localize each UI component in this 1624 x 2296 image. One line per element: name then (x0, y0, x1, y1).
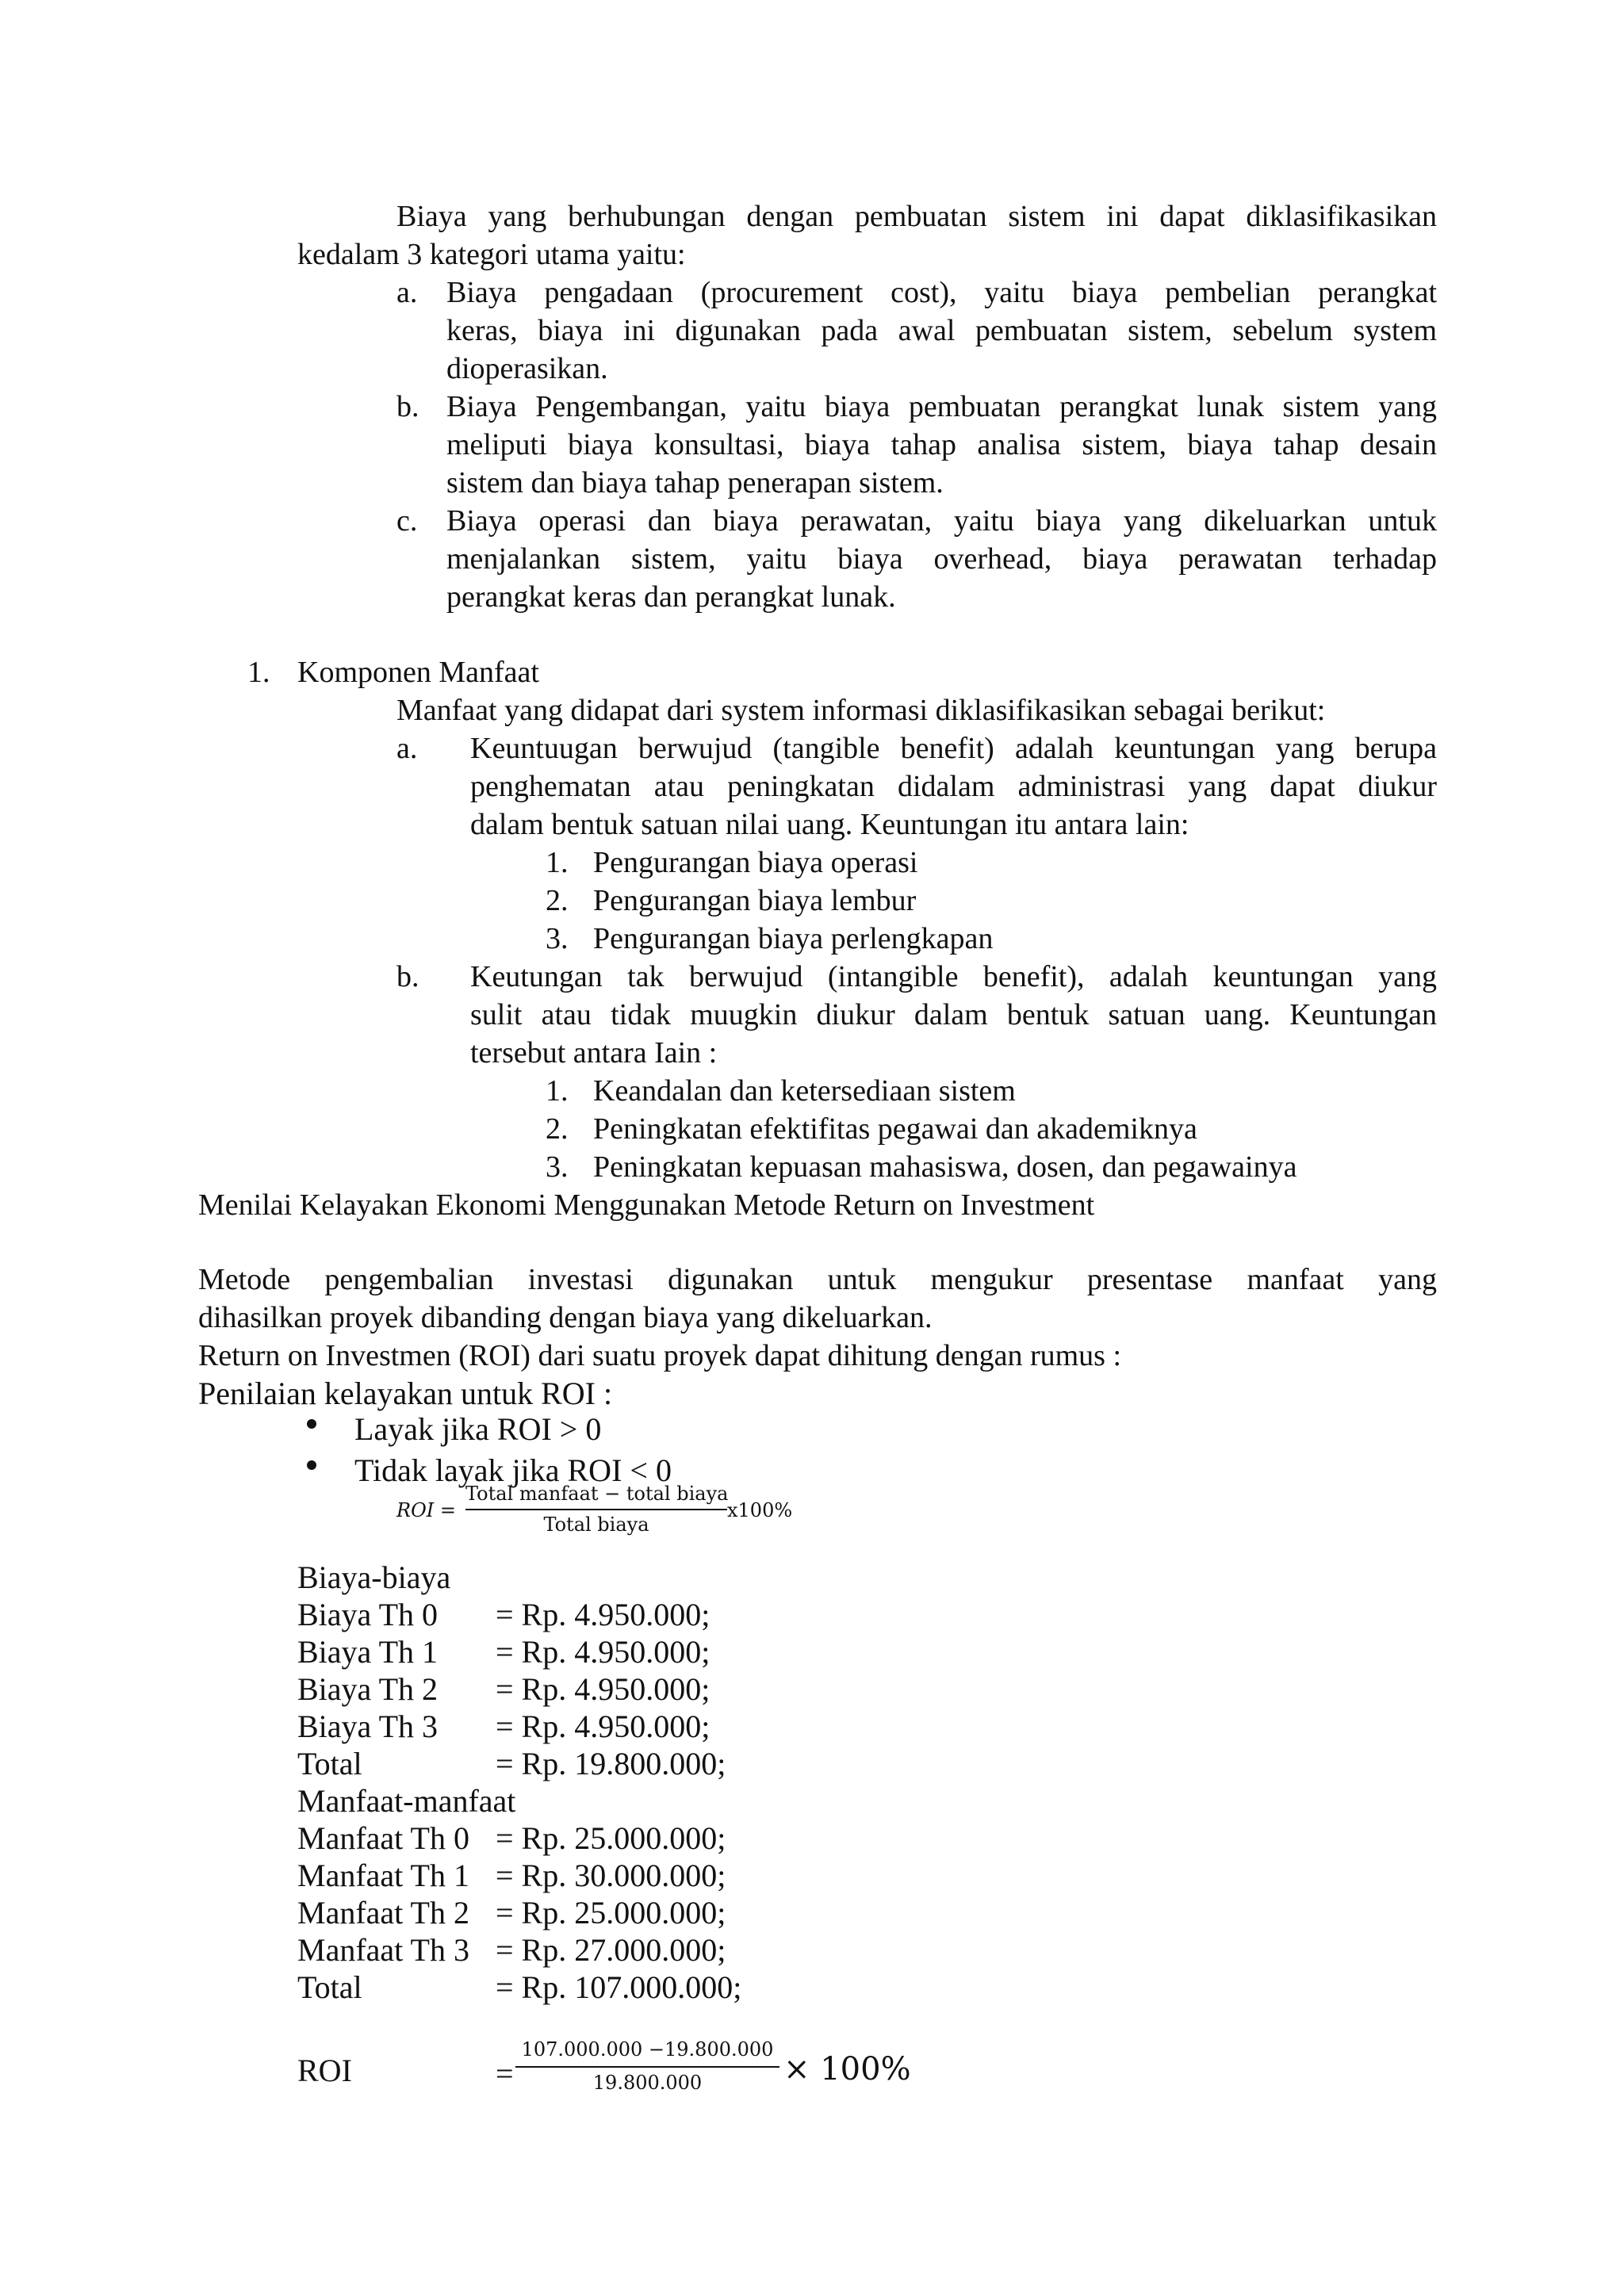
costs-row-value: = Rp. 4.950.000; (496, 1597, 710, 1632)
benefits-total-value: = Rp. 107.000.000; (496, 1969, 742, 2005)
benefits-row-value: = Rp. 25.000.000; (496, 1895, 726, 1931)
benefit-a-line-3: dalam bentuk satuan nilai uang. Keuntungan itu antara lain: (470, 808, 1189, 841)
benefit-a-sub-1-number: 1. (546, 846, 569, 879)
costs-row-value: = Rp. 4.950.000; (496, 1709, 710, 1744)
benefit-b-sub-3-number: 3. (546, 1150, 569, 1184)
costs-row-label: Biaya Th 1 (297, 1634, 439, 1670)
benefits-row-label: Manfaat Th 1 (297, 1858, 469, 1893)
benefit-a-line-2: penghematan atau peningkatan didalam administrasi yang dapat diukur (470, 770, 1437, 803)
cost-item-b-line-2: meliputi biaya konsultasi, biaya tahap analisa sistem, biaya tahap desain (446, 428, 1437, 461)
benefits-row-label: Manfaat Th 3 (297, 1932, 469, 1968)
benefit-a-sub-2-text: Pengurangan biaya lembur (593, 884, 917, 917)
bullet-icon (307, 1419, 316, 1429)
costs-row-value: = Rp. 4.950.000; (496, 1671, 710, 1707)
benefit-b-line-2: sulit atau tidak muugkin diukur dalam bentuk satuan uang. Keuntungan (470, 998, 1437, 1031)
roi-calc-label: ROI (297, 2053, 352, 2088)
roi-calc-equals: = (496, 2056, 514, 2091)
bullet-icon (307, 1460, 316, 1470)
roi-formula-intro: Return on Investmen (ROI) dari suatu proyek dapat dihitung dengan rumus : (198, 1339, 1122, 1372)
roi-calc-numerator: 107.000.000 −19.800.000 (521, 2038, 774, 2061)
benefits-row-value: = Rp. 25.000.000; (496, 1820, 726, 1856)
costs-row-label: Biaya Th 3 (297, 1709, 439, 1744)
roi-formula-fraction-bar (465, 1509, 727, 1510)
cost-item-c-line-1: Biaya operasi dan biaya perawatan, yaitu biaya yang dikeluarkan untuk (446, 504, 1437, 538)
cost-item-b-line-3: sistem dan biaya tahap penerapan sistem. (446, 466, 944, 499)
benefit-b-sub-1-number: 1. (546, 1074, 569, 1108)
costs-title: Biaya-biaya (297, 1559, 451, 1595)
roi-formula-suffix: x100% (727, 1499, 793, 1521)
benefit-a-sub-3-text: Pengurangan biaya perlengkapan (593, 922, 994, 955)
costs-row-label: Biaya Th 2 (297, 1671, 439, 1707)
benefit-section-intro: Manfaat yang didapat dari system informasi diklasifikasikan sebagai berikut: (396, 694, 1326, 727)
cost-item-c-marker: c. (396, 504, 418, 538)
cost-item-a-line-2: keras, biaya ini digunakan pada awal pembuatan sistem, sebelum system (446, 314, 1437, 347)
benefit-b-sub-3-text: Peningkatan kepuasan mahasiswa, dosen, dan pegawainya (593, 1150, 1297, 1184)
costs-total-label: Total (297, 1746, 362, 1781)
intro-line-2: kedalam 3 kategori utama yaitu: (297, 238, 686, 271)
benefits-row-label: Manfaat Th 2 (297, 1895, 469, 1931)
benefit-b-marker: b. (396, 960, 419, 993)
intro-line-1: Biaya yang berhubungan dengan pembuatan sistem ini dapat diklasifikasikan (396, 200, 1437, 233)
roi-paragraph-line-2: dihasilkan proyek dibanding dengan biaya yang dikeluarkan. (198, 1301, 933, 1334)
roi-calc-suffix: × 100% (783, 2051, 911, 2087)
cost-item-c-line-3: perangkat keras dan perangkat lunak. (446, 580, 896, 614)
benefit-b-sub-2-number: 2. (546, 1112, 569, 1146)
roi-formula-denominator: Total biaya (543, 1513, 649, 1536)
cost-item-c-line-2: menjalankan sistem, yaitu biaya overhead, biaya perawatan terhadap (446, 542, 1437, 576)
benefit-a-sub-1-text: Pengurangan biaya operasi (593, 846, 918, 879)
cost-item-a-line-1: Biaya pengadaan (procurement cost), yaitu biaya pembelian perangkat (446, 276, 1437, 309)
benefit-b-line-3: tersebut antara Iain : (470, 1036, 718, 1070)
roi-calc-denominator: 19.800.000 (592, 2072, 703, 2094)
benefit-a-marker: a. (396, 732, 418, 765)
costs-row-value: = Rp. 4.950.000; (496, 1634, 710, 1670)
benefit-a-sub-3-number: 3. (546, 922, 569, 955)
roi-paragraph-line-1: Metode pengembalian investasi digunakan untuk mengukur presentase manfaat yang (198, 1263, 1437, 1296)
benefit-section-number: 1. (247, 656, 270, 689)
benefits-row-label: Manfaat Th 0 (297, 1820, 469, 1856)
benefit-b-line-1: Keutungan tak berwujud (intangible benefit), adalah keuntungan yang (470, 960, 1437, 993)
cost-item-a-marker: a. (396, 276, 418, 309)
roi-formula-numerator: Total manfaat − total biaya (465, 1483, 729, 1505)
benefit-b-sub-2-text: Peningkatan efektifitas pegawai dan akademiknya (593, 1112, 1197, 1146)
benefit-b-sub-1-text: Keandalan dan ketersediaan sistem (593, 1074, 1016, 1108)
benefit-a-sub-2-number: 2. (546, 884, 569, 917)
roi-calc-fraction-bar (515, 2066, 779, 2068)
cost-item-b-line-1: Biaya Pengembangan, yaitu biaya pembuatan perangkat lunak sistem yang (446, 390, 1437, 423)
cost-item-b-marker: b. (396, 390, 419, 423)
roi-criteria-tidak-layak: Tidak layak jika ROI < 0 (354, 1452, 672, 1488)
benefits-row-value: = Rp. 30.000.000; (496, 1858, 726, 1893)
roi-criteria-title: Penilaian kelayakan untuk ROI : (198, 1376, 613, 1411)
roi-section-heading: Menilai Kelayakan Ekonomi Menggunakan Metode Return on Investment (198, 1188, 1095, 1222)
benefit-section-heading: Komponen Manfaat (297, 656, 539, 689)
benefit-a-line-1: Keuntuugan berwujud (tangible benefit) adalah keuntungan yang berupa (470, 732, 1437, 765)
benefits-row-value: = Rp. 27.000.000; (496, 1932, 726, 1968)
costs-row-label: Biaya Th 0 (297, 1597, 439, 1632)
roi-formula-lhs: ROI = (396, 1499, 456, 1521)
benefits-title: Manfaat-manfaat (297, 1783, 516, 1819)
benefits-total-label: Total (297, 1969, 362, 2005)
roi-criteria-layak: Layak jika ROI > 0 (354, 1411, 602, 1447)
costs-total-value: = Rp. 19.800.000; (496, 1746, 726, 1781)
cost-item-a-line-3: dioperasikan. (446, 352, 608, 385)
